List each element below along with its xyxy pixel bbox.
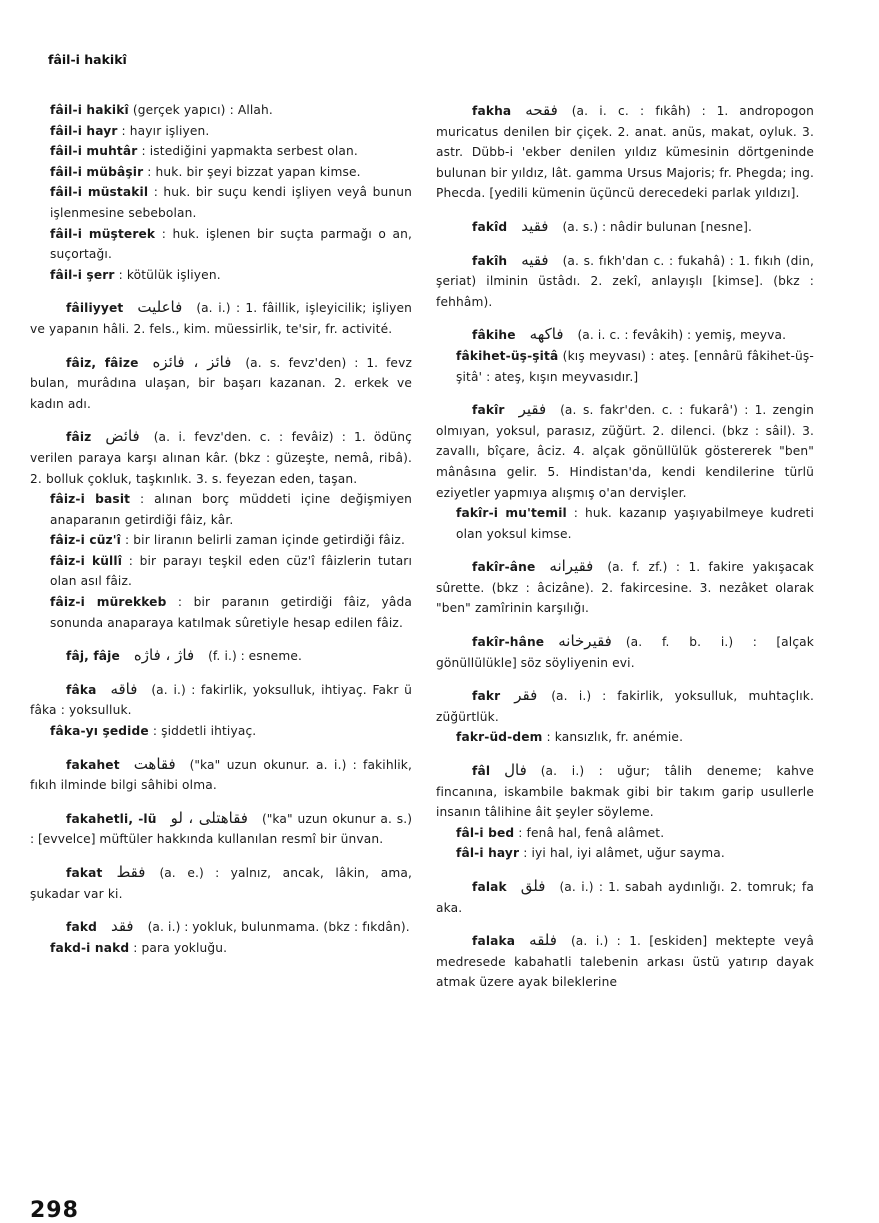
definition-text: (a. e.) : yalnız, ancak, lâkin, ama, şukadar var ki. — [30, 866, 412, 901]
headword: fâl — [472, 764, 491, 779]
arabic-script: فاقه — [110, 679, 138, 698]
arabic-script: فقير — [518, 400, 547, 419]
dictionary-entry — [30, 754, 412, 796]
dictionary-subentry — [30, 224, 412, 265]
headword: fakîd — [472, 219, 508, 234]
definition-text: : huk. işlenen bir suçta parmağı o an, suçortağı. — [50, 226, 412, 262]
definition-text: ("ka" uzun okunur a. s.) : [evvelce] müftüler hakkında kullanılan resmî bir ünvan. — [30, 811, 412, 847]
entry-gap — [30, 742, 412, 754]
arabic-script: فائض — [105, 427, 140, 446]
definition-text: : istediğini yapmakta serbest olan. — [141, 144, 358, 159]
headword: fâiz-i basit — [50, 492, 131, 507]
headword: fakîr — [472, 403, 505, 418]
definition-text: (a. i. c. : fevâkih) : yemiş, meyva. — [577, 328, 787, 343]
dictionary-entry — [436, 930, 814, 993]
entry-gap — [436, 312, 814, 324]
headword: fakîr-âne — [472, 560, 536, 575]
entry-gap — [436, 544, 814, 556]
dictionary-entry — [30, 916, 412, 938]
definition-text: : huk. bir şeyi bizzat yapan kimse. — [147, 164, 361, 179]
arabic-script: فاعليت — [137, 298, 183, 317]
headword: fâkihet-üş-şitâ — [456, 348, 559, 363]
entry-gap — [436, 204, 814, 216]
dictionary-entry — [30, 426, 412, 489]
dictionary-entry — [436, 685, 814, 727]
arabic-script: فقاهت — [133, 754, 176, 773]
definition-text: (a. s. fevz'den) : 1. fevz bulan, murâdına ulaşan, bir başarı kazanan. 2. erkek ve kadın adı. — [30, 355, 412, 411]
headword: fakr-üd-dem — [456, 730, 543, 745]
entry-gap — [30, 904, 412, 916]
definition-text: (a. i.) : 1. sabah aydınlığı. 2. tomruk; fa aka. — [436, 880, 814, 915]
definition-text: (gerçek yapıcı) : Allah. — [132, 103, 273, 117]
page-number: 298 — [30, 1198, 79, 1223]
arabic-script: فال — [504, 761, 527, 780]
headword: fâj, fâje — [66, 649, 120, 664]
arabic-script: فقط — [116, 863, 146, 881]
left-column — [30, 100, 412, 958]
dictionary-entry — [436, 399, 814, 503]
definition-text: (f. i.) : esneme. — [208, 649, 303, 664]
dictionary-entry — [436, 324, 814, 346]
headword: fâiz-i cüz'î — [50, 533, 121, 548]
arabic-script: فقر — [514, 686, 538, 705]
entry-gap — [436, 673, 814, 685]
headword: fâil-i hayr — [50, 123, 118, 138]
dictionary-subentry — [30, 100, 412, 121]
definition-text: : para yokluğu. — [133, 940, 228, 955]
headword: fakahet — [66, 757, 120, 772]
definition-text: (a. i.) : 1. fâillik, işleyicilik; işliyen ve yapanın hâli. 2. fels., kim. müessirlik, te'sir, fr. activité. — [30, 301, 412, 336]
definition-text: (a. i. fevz'den. c. : fevâiz) : 1. ödünç verilen paraya karşı alınan kâr. (bkz : güzeşte, nemâ, ribâ). 2. bolluk çokluk, taşkınlık. 3. s. feyezan eden, taşan. — [30, 430, 412, 486]
arabic-script: فقيرخانه — [558, 632, 612, 651]
entry-gap — [30, 340, 412, 352]
headword: fâil-i müşterek — [50, 226, 156, 241]
dictionary-entry — [30, 862, 412, 904]
definition-text: (a. i.) : fakirlik, yoksulluk, muhtaçlık. züğürtlük. — [436, 689, 814, 724]
headword: fâiz-i küllî — [50, 553, 123, 568]
dictionary-entry — [30, 645, 412, 667]
entry-gap — [30, 796, 412, 808]
headword: fakat — [66, 866, 103, 880]
definition-text: ("ka" uzun okunur. a. i.) : fakihlik, fıkıh ilminde bilgi sâhibi olma. — [30, 757, 412, 793]
dictionary-entry — [436, 556, 814, 619]
entry-gap — [436, 238, 814, 250]
headword: fâka-yı şedide — [50, 724, 149, 739]
headword: fakahetli, -lü — [66, 811, 157, 826]
dictionary-subentry — [30, 162, 412, 183]
definition-text: : bir paranın getirdiği fâiz, yâda sonunda anaparaya katılmak sûretiyle hesap edilen fâiz. — [50, 595, 412, 630]
headword: falak — [472, 880, 507, 894]
dictionary-entry — [436, 876, 814, 918]
headword: falaka — [472, 934, 516, 949]
entry-gap — [436, 387, 814, 399]
arabic-script: فلقه — [529, 931, 557, 950]
entry-gap — [436, 918, 814, 930]
dictionary-subentry — [30, 489, 412, 530]
definition-text: : iyi hal, iyi alâmet, uğur sayma. — [523, 846, 725, 861]
definition-text: (a. i.) : 1. [eskiden] mektepte veyâ medresede kabahatli talebenin arkası üstü yatırıp dayak atmak üzere ayak bileklerine — [436, 934, 814, 990]
headword: fâil-i müstakil — [50, 185, 149, 200]
entry-gap — [436, 864, 814, 876]
definition-text: : kötülük işliyen. — [118, 267, 221, 282]
definition-text: (a. i.) : uğur; tâlih deneme; kahve fincanına, iskambile bakmak gibi bir takım garip usullerle insanın tâlihine âit şeyler söyleme. — [436, 764, 814, 820]
definition-text: (a. s.) : nâdir bulunan [nesne]. — [562, 219, 753, 234]
definition-text: : şiddetli ihtiyaç. — [152, 724, 257, 739]
dictionary-subentry — [30, 182, 412, 223]
dictionary-subentry — [30, 721, 412, 742]
definition-text: (a. s. fıkh'dan c. : fukahâ) : 1. fıkıh (din, şeriat) ilminin üstâdı. 2. zekî, anlayışlı [kimse]. (bkz : fehhâm). — [436, 253, 814, 309]
headword: fâiz, fâize — [66, 355, 139, 370]
arabic-script: فقحه — [525, 101, 558, 119]
arabic-script: فقاهتلى ، لو — [170, 808, 248, 827]
headword: fakîr-hâne — [472, 635, 545, 650]
definition-text: (a. i.) : fakirlik, yoksulluk, ihtiyaç. Fakr ü fâka : yoksulluk. — [30, 682, 412, 718]
entry-gap — [30, 414, 412, 426]
headword: fâka — [66, 682, 97, 697]
dictionary-entry — [436, 760, 814, 823]
arabic-script: فقيد — [521, 216, 549, 235]
dictionary-subentry — [30, 592, 412, 633]
arabic-script: فلق — [520, 877, 546, 895]
dictionary-entry — [436, 216, 814, 238]
headword: fâkihe — [472, 328, 516, 343]
dictionary-subentry — [436, 503, 814, 544]
headword: fakr — [472, 689, 501, 704]
definition-text: : alınan borç müddeti içine değişmiyen anaparanın getirdiği fâiz, kâr. — [50, 492, 412, 527]
headword: fakd — [66, 920, 97, 935]
dictionary-entry — [30, 297, 412, 339]
headword: fâiz — [66, 430, 92, 445]
headword: fâl-i hayr — [456, 846, 520, 861]
definition-text: : hayır işliyen. — [121, 123, 210, 138]
right-column — [436, 100, 814, 993]
dictionary-subentry — [436, 346, 814, 387]
running-head: fâil-i hakikî — [48, 52, 127, 67]
definition-text: (kış meyvası) : ateş. [ennârü fâkihet-üş-şitâ' : ateş, kışın meyvasıdır.] — [456, 348, 814, 384]
dictionary-subentry — [436, 843, 814, 864]
arabic-script: فقيرانه — [549, 557, 594, 576]
definition-text: : kansızlık, fr. anémie. — [546, 730, 684, 745]
definition-text: : bir parayı teşkil eden cüz'î fâizlerin tutarı olan asıl fâiz. — [50, 553, 413, 589]
dictionary-subentry — [436, 727, 814, 748]
arabic-script: فائز ، فائزه — [152, 352, 232, 371]
arabic-script: فقيه — [521, 250, 549, 269]
dictionary-entry — [30, 352, 412, 415]
dictionary-entry — [436, 250, 814, 313]
headword: fâiz-i mürekkeb — [50, 595, 167, 610]
definition-text: (a. i.) : yokluk, bulunmama. (bkz : fıkdân). — [147, 920, 410, 935]
dictionary-subentry — [30, 551, 412, 592]
dictionary-entry — [436, 631, 814, 673]
dictionary-subentry — [436, 823, 814, 844]
headword: fâiliyyet — [66, 301, 124, 316]
dictionary-subentry — [30, 121, 412, 142]
dictionary-entry — [436, 100, 814, 204]
definition-text: (a. s. fakr'den. c. : fukarâ') : 1. zengin olmıyan, yoksul, parasız, züğürt. 2. dilenci. (bkz : sâil). 3. zavallı, bîçare, âciz. 4. alçak gönüllülük göstererek "ben" mânâsına gelir. 5. Hindistan'da, kendi kendilerine türlü eziyetler yapmıya alışmış o'an dervişler. — [436, 403, 814, 500]
headword: fâil-i muhtâr — [50, 144, 138, 159]
entry-gap — [436, 619, 814, 631]
entry-gap — [30, 633, 412, 645]
dictionary-subentry — [30, 265, 412, 286]
headword: fakîh — [472, 253, 508, 268]
headword: fâil-i hakikî — [50, 103, 129, 117]
definition-text: (a. f. zf.) : 1. fakire yakışacak sûrette. (bkz : âcizâne). 2. fakircesine. 3. nezâket olarak "ben" zamîrinin karşılığı. — [436, 560, 814, 616]
entry-gap — [30, 667, 412, 679]
arabic-script: فاژ ، فاژه — [133, 646, 195, 665]
entry-gap — [436, 748, 814, 760]
dictionary-subentry — [30, 938, 412, 959]
dictionary-subentry — [30, 141, 412, 162]
headword: fakîr-i mu'temil — [456, 506, 567, 521]
headword: fâl-i bed — [456, 825, 515, 840]
entry-gap — [30, 850, 412, 862]
headword: fakd-i nakd — [50, 940, 130, 955]
definition-text: : huk. kazanıp yaşıyabilmeye kudreti olan yoksul kimse. — [456, 506, 814, 541]
dictionary-entry — [30, 679, 412, 721]
entry-gap — [30, 285, 412, 297]
dictionary-subentry — [30, 530, 412, 551]
arabic-script: فاكهه — [529, 325, 564, 344]
headword: fâil-i mübâşir — [50, 164, 144, 179]
dictionary-entry — [30, 808, 412, 850]
definition-text: : fenâ hal, fenâ alâmet. — [518, 825, 665, 840]
definition-text: : huk. bir suçu kendi işliyen veyâ bunun işlenmesine sebebolan. — [50, 185, 412, 220]
definition-text: (a. i. c. : fıkâh) : 1. andropogon muricatus denilen bir çiçek. 2. anat. anüs, makat, oyluk. 3. astr. Dübb-i 'ekber denilen yıldız kümesinin dörtgeninde bulunan bir yıldız, lât. gamma Ursus Majoris; fr. Phegda; ing. Phecda. [yedili kümenin üçüncü derecedeki parlak yıldızı]. — [436, 104, 814, 201]
headword: fâil-i şerr — [50, 267, 115, 282]
definition-text: : bir liranın belirli zaman içinde getirdiği fâiz. — [125, 533, 405, 548]
arabic-script: فقد — [110, 917, 134, 936]
definition-text: (a. f. b. i.) : [alçak gönüllülükle] söz söyliyenin evi. — [436, 635, 814, 670]
headword: fakha — [472, 104, 512, 118]
